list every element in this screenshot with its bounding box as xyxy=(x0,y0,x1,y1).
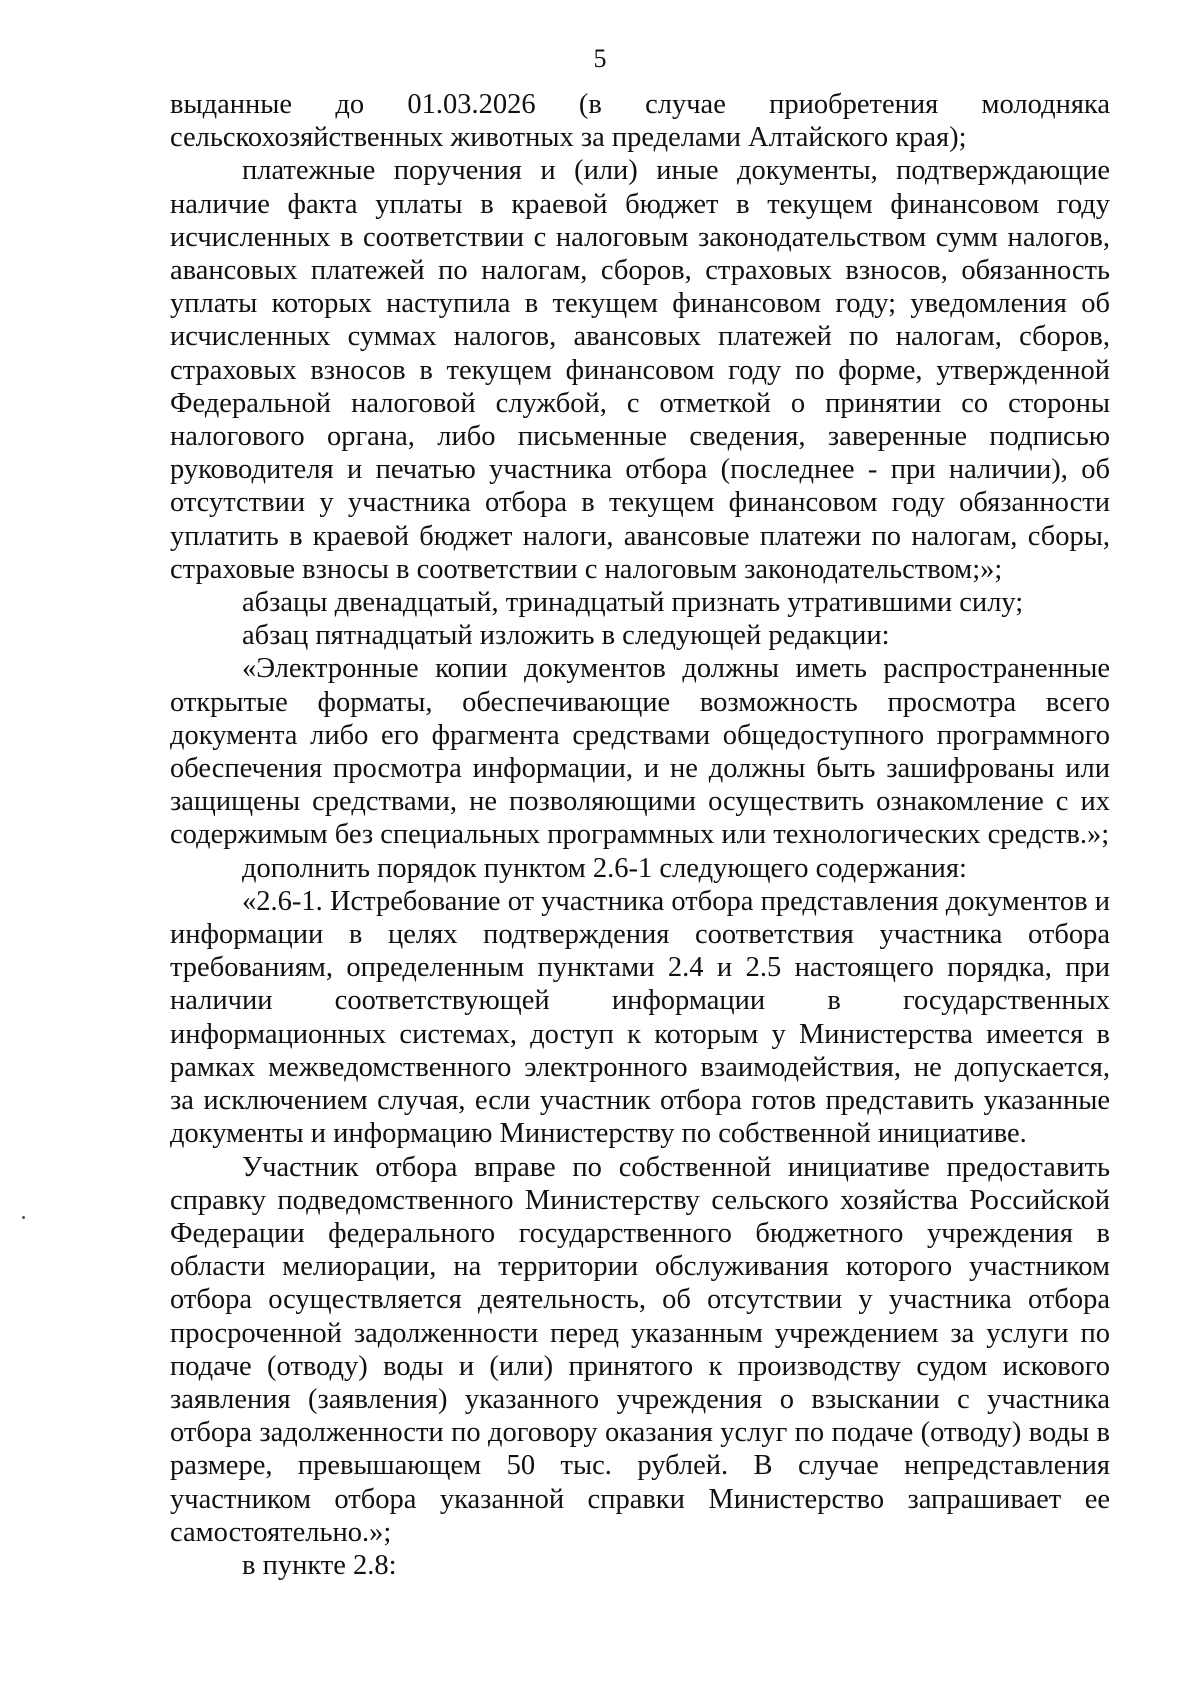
paragraph: абзацы двенадцатый, тринадцатый признать утратившими силу; xyxy=(242,587,1024,619)
document-body xyxy=(170,88,1110,1582)
paragraph: в пункте 2.8: xyxy=(242,1549,397,1581)
page-number: 5 xyxy=(593,44,607,73)
paragraph: Участник отбора вправе по собственной инициативе предоставить справку подведомственного Министерству сельского хозяйства Российской Федерации федерального государственного бюджетного учреждения в области мелиорации, на территории обслуживания которого участником отбора осуществляется деятельность, об отсутствии у участника отбора просроченной задолженности перед указанным учреждением за услуги по подаче (отводу) воды и (или) принятого к производству судом искового заявления (заявления) указанного учреждения о взыскании с участника отбора задолженности по договору оказания услуг по подаче (отводу) воды в размере, превышающем 50 тыс. рублей. В случае непредставления участником отбора указанной справки Министерство запрашивает ее самостоятельно.»; xyxy=(170,1151,1110,1548)
paragraph: абзац пятнадцатый изложить в следующей редакции: xyxy=(242,620,890,652)
paragraph: выданные до 01.03.2026 (в случае приобретения молодняка сельскохозяйственных животных за пределами Алтайского края); xyxy=(170,89,1110,154)
scan-speck xyxy=(22,1216,25,1219)
paragraph: платежные поручения и (или) иные документы, подтверждающие наличие факта уплаты в краевой бюджет в текущем финансовом году исчисленных в соответствии с налоговым законодательством сумм налогов, авансовых платежей по налогам, сборов, страховых взносов, обязанность уплаты которых наступила в текущем финансовом году; уведомления об исчисленных суммах налогов, авансовых платежей по налогам, сборов, страховых взносов в текущем финансовом году по форме, утвержденной Федеральной налоговой службой, с отметкой о принятии со стороны налогового органа, либо письменные сведения, заверенные подписью руководителя и печатью участника отбора (последнее - при наличии), об отсутствии у участника отбора в текущем финансовом году обязанности уплатить в краевой бюджет налоги, авансовые платежи по налогам, сборы, страховые взносы в соответствии с налоговым законодательством;»; xyxy=(170,155,1110,585)
paragraph: дополнить порядок пунктом 2.6-1 следующего содержания: xyxy=(242,852,967,884)
paragraph: «2.6-1. Истребование от участника отбора представления документов и информации в целях подтверждения соответствия участника отбора требованиям, определенным пунктами 2.4 и 2.5 настоящего порядка, при наличии соответствующей информации в государственных информационных системах, доступ к которым у Министерства имеется в рамках межведомственного электронного взаимодействия, не допускается, за исключением случая, если участник отбора готов представить указанные документы и информацию Министерству по собственной инициативе. xyxy=(170,885,1110,1150)
paragraph: «Электронные копии документов должны иметь распространенные открытые форматы, обеспечивающие возможность просмотра всего документа либо его фрагмента средствами общедоступного программного обеспечения просмотра информации, и не должны быть зашифрованы или защищены средствами, не позволяющими осуществить ознакомление с их содержимым без специальных программных или технологических средств.»; xyxy=(170,653,1110,851)
